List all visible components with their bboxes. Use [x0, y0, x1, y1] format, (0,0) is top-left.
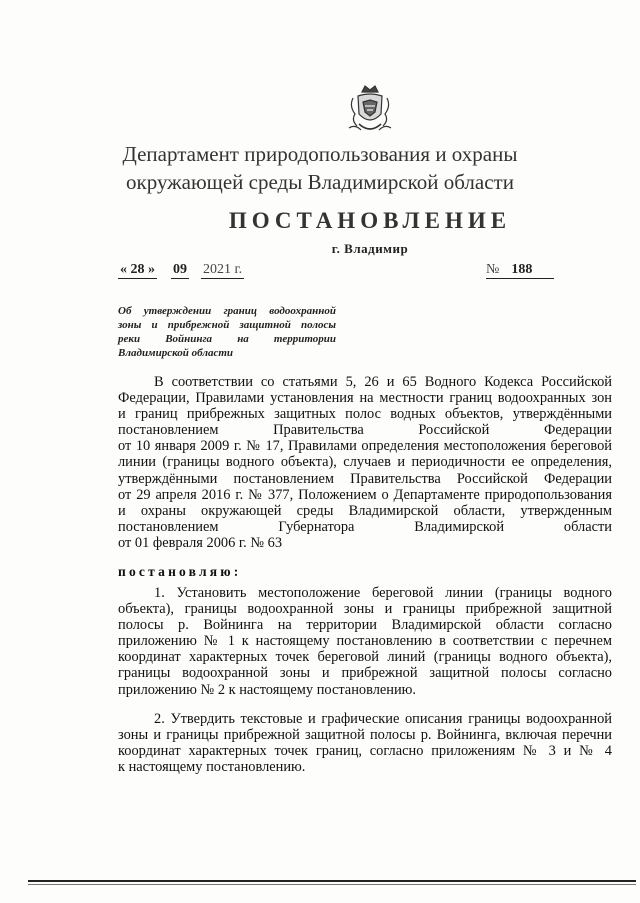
text-line: постановлением Правительства Российской Федерации [118, 422, 612, 439]
subject-line: зоны и прибрежной защитной полосы [118, 319, 336, 331]
date-day: « 28 » [120, 262, 155, 277]
department-name-line1: Департамент природопользования и охраны [122, 142, 518, 166]
preamble-paragraph [118, 374, 612, 551]
text-line: границы водоохранной зоны и прибрежной защитной полосы согласно [118, 665, 612, 682]
text-line: линии (границы водного объекта), случаев и периодичности ее определения, [118, 454, 612, 471]
text-line: Федерации, Правилами установления на местности границ водоохранных зон [118, 390, 612, 407]
footer-divider [28, 880, 636, 882]
text-line: и охраны окружающей среды Владимирской области, утвержденным [118, 502, 612, 519]
item-2-paragraph [118, 711, 612, 775]
document-subject [118, 304, 336, 360]
text-line: координат характерных точек береговой линий (границы водного объекта), [118, 649, 612, 666]
text-line: В соответствии со статьями 5, 26 и 65 Водного Кодекса Российской [154, 374, 612, 390]
item-1-paragraph [118, 585, 612, 698]
number-value: 188 [511, 262, 533, 277]
text-line: от 01 февраля 2006 г. № 63 [118, 534, 283, 551]
footer-divider-thin [28, 884, 636, 885]
subject-line: Об утверждении границ водоохранной [118, 305, 336, 317]
text-line: к настоящему постановлению. [118, 759, 306, 776]
coat-of-arms-icon [345, 84, 395, 136]
decree-word: постановляю: [118, 564, 242, 579]
subject-line: реки Войнинга на территории [118, 333, 336, 345]
document-number [486, 262, 554, 279]
text-line: утверждёнными постановлением Правительства Российской Федерации [118, 470, 612, 487]
date-year: 2021 г. [203, 262, 243, 277]
subject-line: Владимирской области [118, 347, 234, 359]
department-name-line2: окружающей среды Владимирской области [126, 170, 514, 194]
text-line: объекта), границы водоохранной зоны и границы прибрежной защитной [118, 601, 612, 618]
city-label: г. Владимир [331, 241, 409, 256]
document-date [118, 262, 244, 279]
text-line: от 10 января 2009 г. № 17, Правилами определения местоположения береговой [118, 438, 612, 455]
text-line: постановлением Губернатора Владимирской области [118, 518, 612, 535]
text-line: координат характерных точек границ, согласно приложениям № 3 и № 4 [118, 743, 612, 760]
document-title: ПОСТАНОВЛЕНИЕ [228, 208, 512, 233]
text-line: от 29 апреля 2016 г. № 377, Положением о Департаменте природопользования [118, 486, 612, 503]
date-month: 09 [173, 262, 187, 277]
text-line: 2. Утвердить текстовые и графические описания границы водоохранной [154, 711, 612, 727]
text-line: и границ прибрежных защитных полос водных объектов, утверждёнными [118, 406, 612, 423]
number-sign: № [486, 262, 500, 277]
text-line: зоны и границы прибрежной защитной полосы р. Войнинга, включая перечни [118, 727, 612, 744]
text-line: 1. Установить местоположение береговой линии (границы водного [154, 585, 612, 601]
text-line: приложению № 2 к настоящему постановлению. [118, 681, 417, 698]
text-line: приложению № 1 к настоящему постановлению в соответствии с перечнем [118, 633, 612, 650]
text-line: полосы р. Войнинга на территории Владимирской области согласно [118, 617, 612, 634]
